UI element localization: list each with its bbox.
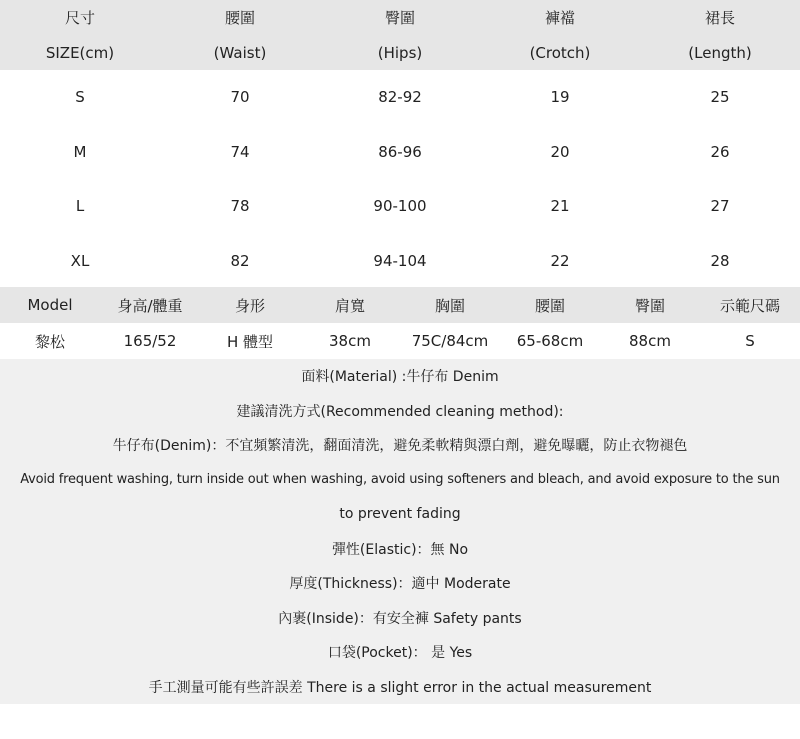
header-bust: 胸圍 xyxy=(434,296,465,315)
table-cell: 19 xyxy=(550,88,570,107)
cleaning-en-line1: Avoid frequent washing, turn inside out when washing, avoid using softeners and bleach, and avoid exposure to the sun xyxy=(20,472,780,488)
model-table xyxy=(0,287,800,359)
header-waist-en: (Waist) xyxy=(213,43,267,62)
model-demo-size: S xyxy=(745,332,755,350)
table-cell: 26 xyxy=(710,142,730,161)
table-row xyxy=(0,234,800,289)
pocket-text: 口袋(Pocket)： 是 Yes xyxy=(327,645,473,662)
table-cell: 25 xyxy=(710,88,730,107)
table-cell: 22 xyxy=(550,251,570,270)
model-height-weight: 165/52 xyxy=(123,332,177,350)
thickness-text: 厚度(Thickness)：適中 Moderate xyxy=(289,576,511,593)
table-row xyxy=(0,179,800,234)
header-demo-size: 示範尺碼 xyxy=(719,296,780,315)
cleaning-title: 建議清洗方式(Recommended cleaning method): xyxy=(236,403,564,420)
inside-text: 內裹(Inside)：有安全褲 Safety pants xyxy=(278,610,522,627)
header-length-en: (Length) xyxy=(688,43,752,62)
header-waist: 腰圍 xyxy=(534,296,565,315)
header-shoulder: 肩寬 xyxy=(334,296,365,315)
table-cell: S xyxy=(75,88,85,107)
table-cell: 94-104 xyxy=(373,251,427,270)
table-cell: L xyxy=(75,197,85,216)
model-shoulder: 38cm xyxy=(329,332,371,350)
model-row xyxy=(0,323,800,359)
table-cell: 82-92 xyxy=(378,88,422,107)
cleaning-zh: 牛仔布(Denim)：不宜頻繁清洗，翻面清洗，避免柔軟精與漂白劑，避免曝曬，防止衣物褪色 xyxy=(112,438,688,455)
table-cell: 78 xyxy=(230,197,250,216)
header-hips-zh: 臀圍 xyxy=(384,9,415,27)
table-cell: 21 xyxy=(550,197,570,216)
header-hips-en: (Hips) xyxy=(377,43,423,62)
table-cell: 70 xyxy=(230,88,250,107)
measurement-note: 手工測量可能有些許誤差 There is a slight error in the actual measurement xyxy=(148,679,652,696)
model-body-shape: H 體型 xyxy=(226,332,274,351)
model-waist: 65-68cm xyxy=(516,332,584,350)
size-table-header xyxy=(0,0,800,70)
header-waist-zh: 腰圍 xyxy=(224,9,255,27)
header-size-en: SIZE(cm) xyxy=(45,43,115,62)
table-cell: M xyxy=(73,142,87,161)
table-cell: 86-96 xyxy=(378,142,422,161)
table-cell: 27 xyxy=(710,197,730,216)
table-cell: 90-100 xyxy=(373,197,427,216)
elastic-text: 彈性(Elastic)：無 No xyxy=(331,541,469,558)
header-row-en xyxy=(0,35,800,70)
model-bust: 75C/84cm xyxy=(411,332,489,350)
header-row-zh xyxy=(0,0,800,35)
model-table-header xyxy=(0,287,800,323)
table-cell: 28 xyxy=(710,251,730,270)
size-table-body xyxy=(0,70,800,288)
header-crotch-en: (Crotch) xyxy=(529,43,591,62)
model-hips: 88cm xyxy=(629,332,671,350)
header-crotch-zh: 褲襠 xyxy=(544,9,575,27)
material-text: 面料(Material) :牛仔布 Denim xyxy=(301,369,499,386)
table-row xyxy=(0,125,800,180)
table-cell: 74 xyxy=(230,142,250,161)
table-cell: 20 xyxy=(550,142,570,161)
cleaning-en-line2: to prevent fading xyxy=(339,506,461,523)
product-info xyxy=(0,359,800,704)
header-model: Model xyxy=(27,296,73,314)
size-table xyxy=(0,0,800,288)
table-cell: 82 xyxy=(230,251,250,270)
header-length-zh: 裙長 xyxy=(704,9,735,27)
table-cell: XL xyxy=(70,251,90,270)
header-body-shape: 身形 xyxy=(234,296,265,315)
header-size-zh: 尺寸 xyxy=(64,9,95,27)
header-height-weight: 身高/體重 xyxy=(117,296,183,315)
model-name: 黎松 xyxy=(34,332,65,351)
header-hips: 臀圍 xyxy=(634,296,665,315)
table-row xyxy=(0,70,800,125)
